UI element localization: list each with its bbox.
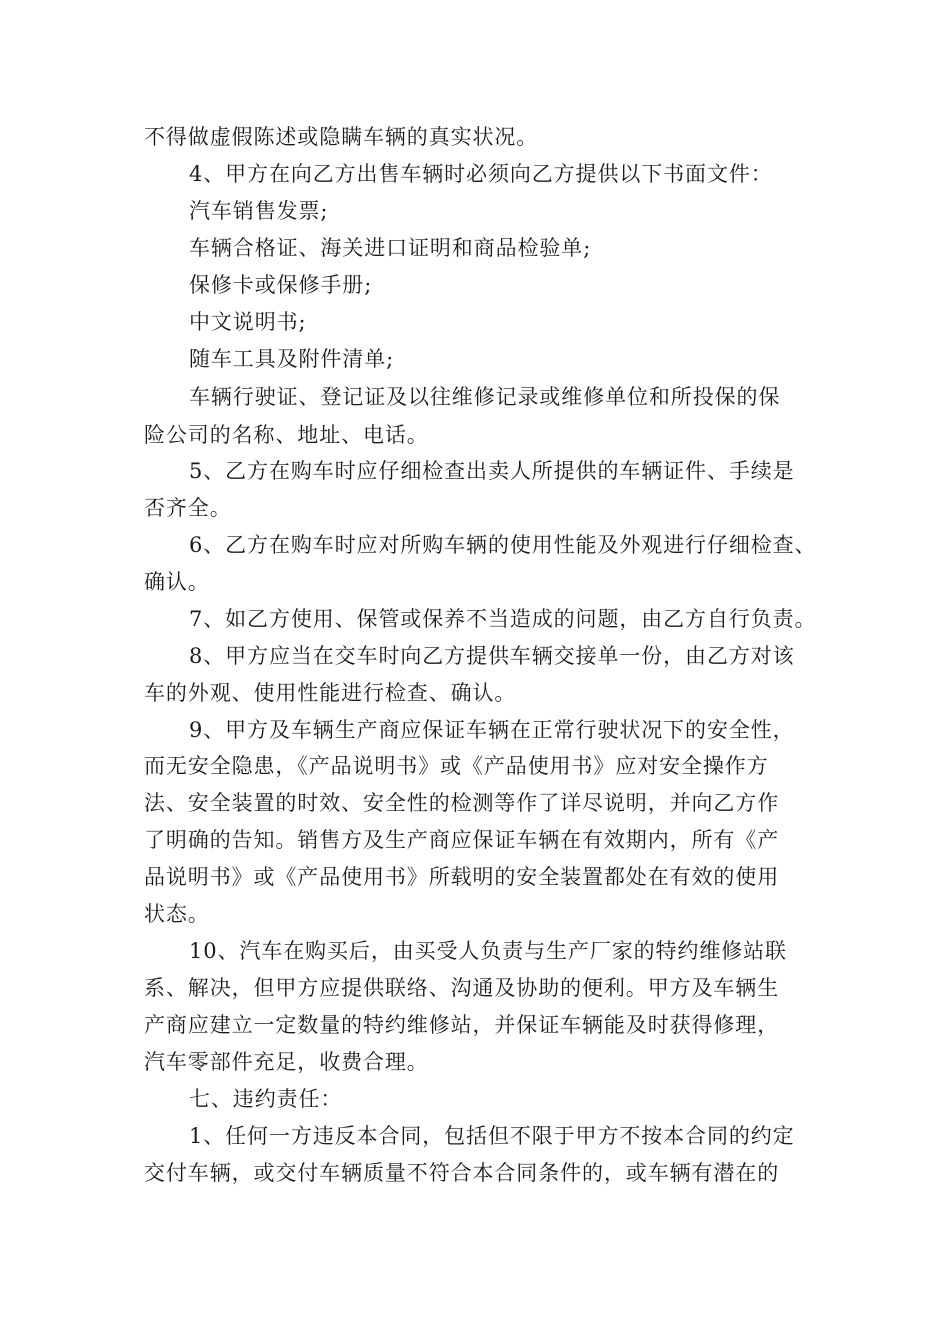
text-line: 保修卡或保修手册; bbox=[189, 273, 373, 297]
text-line: 1、任何一方违反本合同，包括但不限于甲方不按本合同的约定 bbox=[189, 1124, 795, 1148]
text-line: 险公司的名称、地址、电话。 bbox=[144, 423, 429, 447]
text-line: 状态。 bbox=[144, 902, 210, 926]
text-line: 车的外观、使用性能进行检查、确认。 bbox=[144, 681, 517, 705]
text-line: 不得做虚假陈述或隐瞒车辆的真实状况。 bbox=[144, 125, 539, 149]
text-line: 而无安全隐患，《产品说明书》或《产品使用书》应对安全操作方 bbox=[144, 754, 769, 778]
text-line: 汽车销售发票; bbox=[189, 199, 329, 223]
text-line: 中文说明书; bbox=[189, 310, 307, 334]
text-line: 法、安全装置的时效、安全性的检测等作了详尽说明，并向乙方作 bbox=[144, 791, 780, 815]
text-line: 6、乙方在购车时应对所购车辆的使用性能及外观进行仔细检查、 bbox=[189, 533, 817, 557]
text-line: 交付车辆，或交付车辆质量不符合本合同条件的，或车辆有潜在的 bbox=[144, 1161, 780, 1185]
text-line: 车辆行驶证、登记证及以往维修记录或维修单位和所投保的保 bbox=[189, 385, 781, 409]
text-line: 否齐全。 bbox=[144, 496, 232, 520]
text-line: 10、汽车在购买后，由买受人负责与生产厂家的特约维修站联 bbox=[189, 939, 787, 963]
text-line: 品说明书》或《产品使用书》所载明的安全装置都处在有效的使用 bbox=[144, 865, 780, 889]
text-line: 4、甲方在向乙方出售车辆时必须向乙方提供以下书面文件： bbox=[189, 162, 773, 186]
text-line: 系、解决，但甲方应提供联络、沟通及协助的便利。甲方及车辆生 bbox=[144, 976, 780, 1000]
text-line: 确认。 bbox=[144, 570, 210, 594]
text-line: 随车工具及附件清单; bbox=[189, 347, 395, 371]
text-line: 七、违约责任： bbox=[189, 1087, 343, 1111]
text-line: 车辆合格证、海关进口证明和商品检验单; bbox=[189, 236, 592, 260]
text-line: 汽车零部件充足，收费合理。 bbox=[144, 1050, 429, 1074]
text-line: 7、如乙方使用、保管或保养不当造成的问题，由乙方自行负责。 bbox=[189, 607, 817, 631]
text-line: 8、甲方应当在交车时向乙方提供车辆交接单一份，由乙方对该 bbox=[189, 644, 795, 668]
text-line: 5、乙方在购车时应仔细检查出卖人所提供的车辆证件、手续是 bbox=[189, 459, 795, 483]
text-line: 产商应建立一定数量的特约维修站，并保证车辆能及时获得修理， bbox=[144, 1013, 780, 1037]
text-line: 9、甲方及车辆生产商应保证车辆在正常行驶状况下的安全性， bbox=[189, 718, 795, 742]
text-line: 了明确的告知。销售方及生产商应保证车辆在有效期内，所有《产 bbox=[144, 828, 780, 852]
